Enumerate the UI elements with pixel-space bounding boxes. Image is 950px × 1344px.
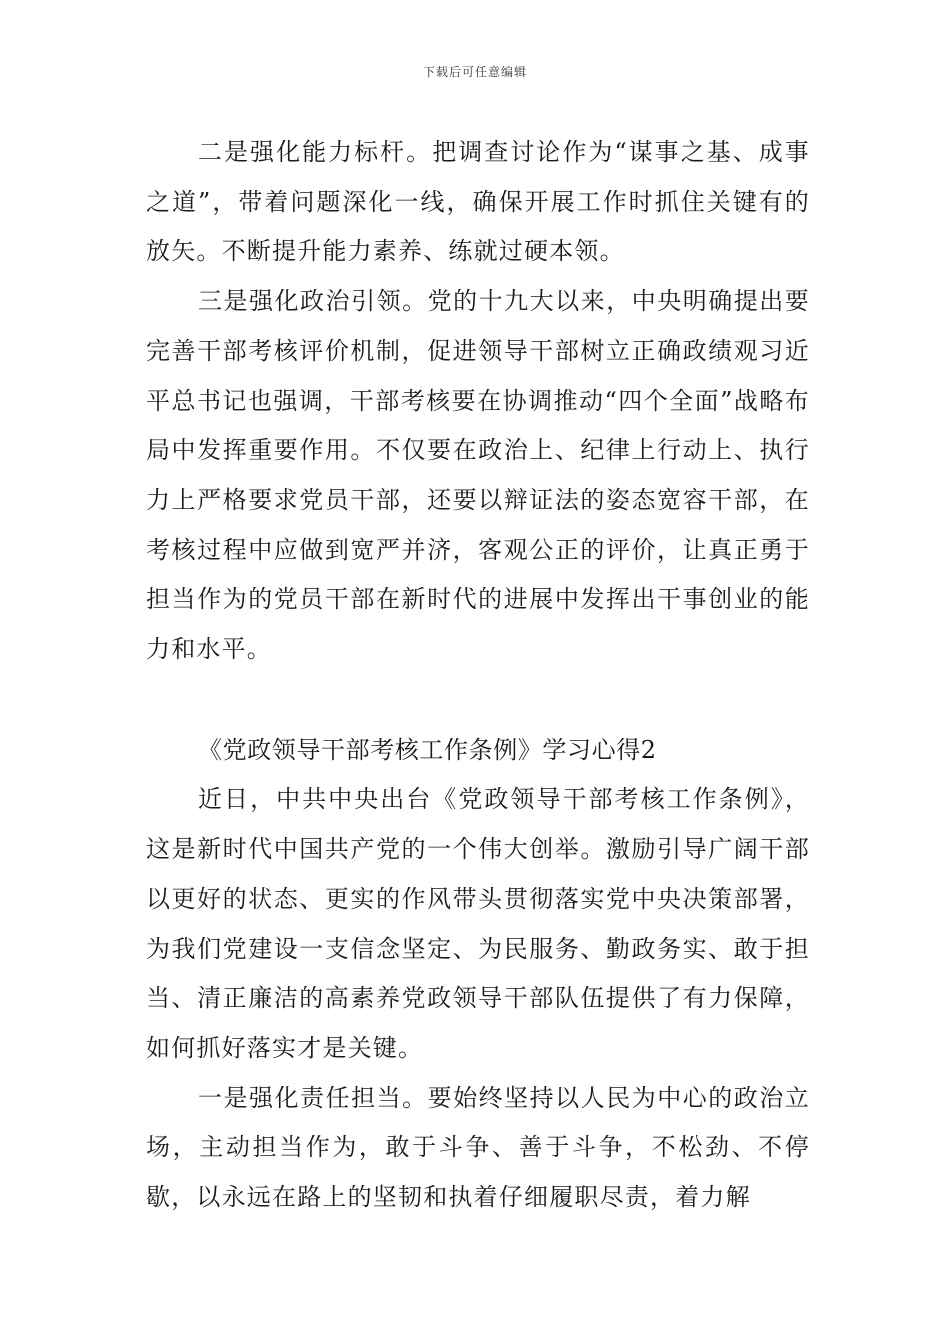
page-header-note: 下载后可任意编辑 — [422, 65, 527, 79]
paragraph-ability-benchmark: 二是强化能力标杆。把调查讨论作为“谋事之基、成事之道”，带着问题深化一线，确保开展工作时抓住关键有的放矢。不断提升能力素养、练就过硬本领。 — [146, 138, 810, 266]
paragraph-introduction: 近日，中共中央出台《党政领导干部考核工作条例》，这是新时代中国共产党的一个伟大创举。激励引导广阔干部以更好的状态、更实的作风带头贯彻落实党中央决策部署，为我们党建设一支信念坚定、为民服务、勤政务实、敢于担当、清正廉洁的高素养党政领导干部队伍提供了有力保障，如何抓好落实才是关键。 — [146, 785, 810, 1062]
section-title: 《党政领导干部考核工作条例》学习心得2 — [198, 735, 657, 764]
paragraph-responsibility: 一是强化责任担当。要始终坚持以人民为中心的政治立场，主动担当作为，敢于斗争、善于斗争，不松劲、不停歇，以永远在路上的坚韧和执着仔细履职尽责，着力解 — [146, 1083, 810, 1212]
paragraph-political-leadership: 三是强化政治引领。党的十九大以来，中央明确提出要完善干部考核评价机制，促进领导干部树立正确政绩观习近平总书记也强调，干部考核要在协调推动“四个全面”战略布局中发挥重要作用。不仅要在政治上、纪律上行动上、执行力上严格要求党员干部，还要以辩证法的姿态宽容干部，在考核过程中应做到宽严并济，客观公正的评价，让真正勇于担当作为的党员干部在新时代的进展中发挥出干事创业的能力和水平。 — [146, 287, 810, 664]
document-body — [146, 128, 810, 1223]
